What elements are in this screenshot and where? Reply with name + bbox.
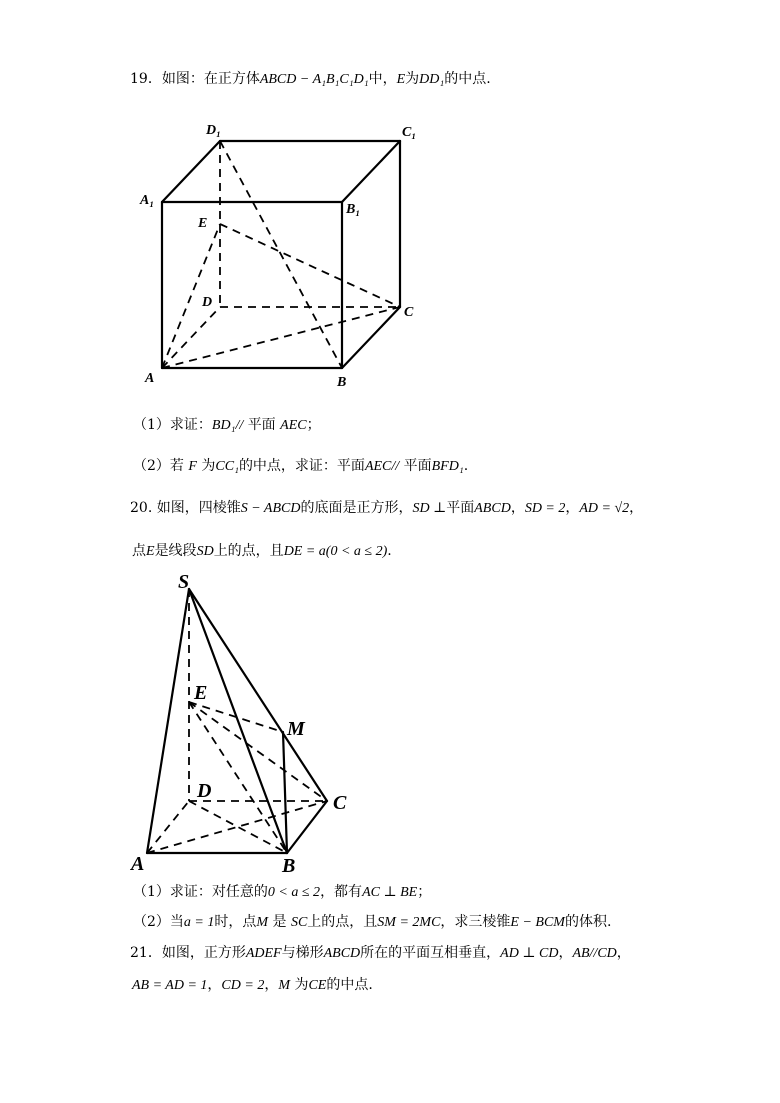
q20-statement-line1: 20. 如图，四棱锥S − ABCD的底面是正方形，SD ⊥平面ABCD，SD = 2，AD = √2， [130, 500, 644, 516]
q19-part1: （1）求证：BD₁// 平面 AEC； [133, 417, 321, 433]
q19-part2: （2）若 F 为CC₁的中点，求证：平面AEC// 平面BFD₁. [133, 458, 469, 474]
q20-part1: （1）求证：对任意的0 < a ≤ 2，都有AC ⊥ BE； [133, 884, 432, 900]
label-s: S [178, 571, 190, 593]
label-a1: A₁ [140, 193, 155, 208]
label-e: E [198, 216, 208, 231]
label-e2: E [194, 682, 208, 704]
label-a2: A [131, 853, 145, 875]
label-b2: B [282, 855, 296, 877]
label-c2: C [333, 792, 347, 814]
label-m: M [287, 718, 305, 740]
label-d2: D [197, 780, 212, 802]
q20-statement-line2: 点E是线段SD上的点，且DE = a(0 < a ≤ 2). [132, 543, 392, 559]
label-c1: C₁ [402, 125, 417, 140]
q21-statement-line2: AB = AD = 1，CD = 2，M 为CE的中点. [132, 977, 373, 993]
label-d: D [202, 295, 213, 310]
label-a: A [145, 371, 155, 386]
label-c: C [404, 305, 414, 320]
q20-part2: （2）当a = 1时，点M 是 SC上的点，且SM = 2MC，求三棱锥E − BCM的体积. [133, 914, 612, 930]
q19-statement: 19．如图：在正方体ABCD − A₁B₁C₁D₁中，E为DD₁的中点. [130, 71, 491, 87]
label-b1: B₁ [346, 202, 361, 217]
label-d1: D₁ [206, 123, 221, 138]
q21-statement-line1: 21．如图，正方形ADEF与梯形ABCD所在的平面互相垂直，AD ⊥ CD，AB//CD， [130, 945, 631, 961]
cube-name: ABCD − A₁B₁C₁D₁ [259, 72, 369, 87]
label-b: B [337, 375, 347, 390]
